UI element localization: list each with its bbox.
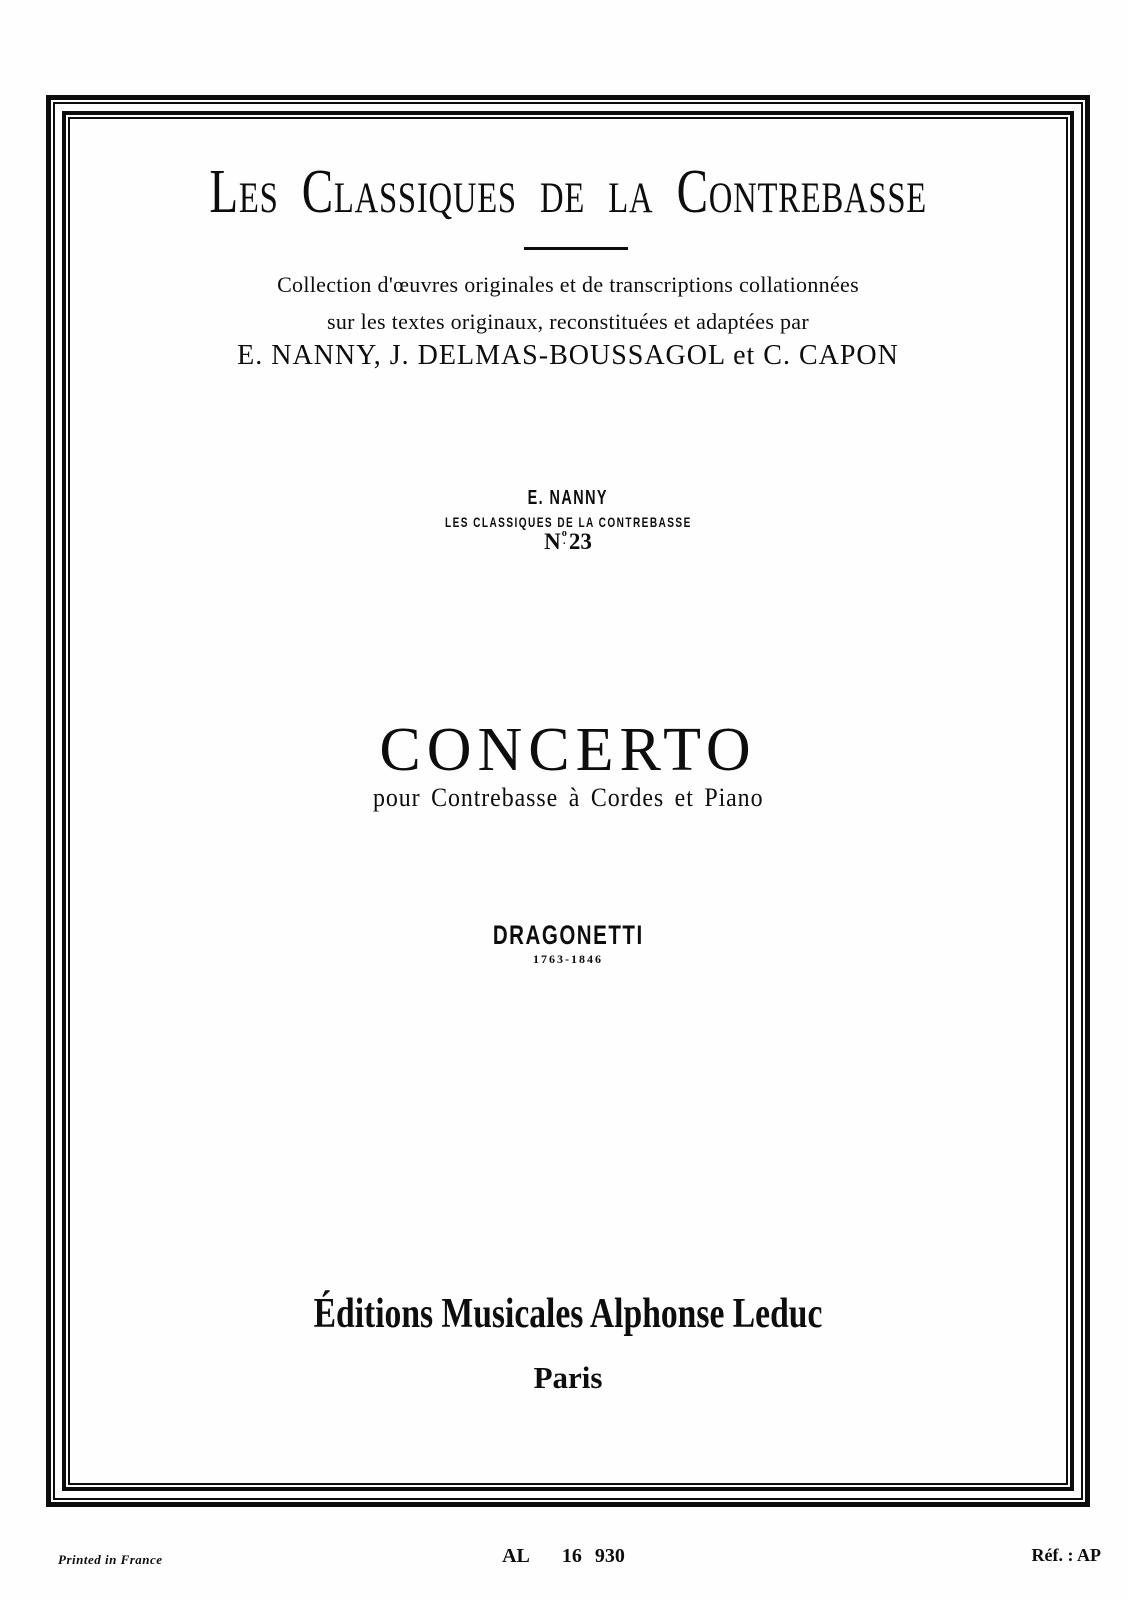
publisher-city: Paris <box>533 1360 603 1395</box>
collection-title <box>70 158 1066 226</box>
series-number-ordinal-letter: o <box>561 528 567 539</box>
composer-name <box>70 922 1066 949</box>
series-number-value: 23 <box>568 529 592 554</box>
series-editor <box>70 488 1066 508</box>
series-number-ordinal-dot: . <box>563 535 566 547</box>
work-title: CONCERTO <box>379 716 757 784</box>
series-editor-text: E. NANNY <box>527 487 609 509</box>
printed-in-france-note: Printed in France <box>58 1552 163 1567</box>
inner-border-frame <box>68 117 1068 1485</box>
plate-number-part1: 16 <box>561 1545 582 1567</box>
collection-editors: E. NANNY, J. DELMAS-BOUSSAGOL et C. CAPON <box>237 340 899 371</box>
series-name-text: LES CLASSIQUES DE LA CONTREBASSE <box>444 514 692 530</box>
work-subtitle-text: pour Contrebasse à Cordes et Piano <box>372 783 764 812</box>
title-divider-rule <box>524 247 628 250</box>
series-number-ordinal <box>562 530 567 546</box>
publisher-name <box>70 1291 1066 1337</box>
series-name <box>70 515 1066 529</box>
collection-description-line1: Collection d'œuvres originales et de transcriptions collationnées <box>277 272 859 297</box>
reference-code: Réf. : AP <box>1031 1545 1101 1565</box>
composer-name-text: DRAGONETTI <box>492 920 644 950</box>
series-number-prefix: N <box>544 529 561 554</box>
work-subtitle <box>70 785 1066 811</box>
composer-dates: 1763-1846 <box>533 952 603 966</box>
publisher-name-text: Éditions Musicales Alphonse Leduc <box>313 1291 823 1337</box>
collection-description-line2: sur les textes originaux, reconstituées et adaptées par <box>326 309 809 334</box>
border-rule-2 <box>53 102 1083 1500</box>
series-number <box>70 530 1066 553</box>
collection-title-text: Les Classiques de la Contrebasse <box>209 158 927 226</box>
plate-number-part2: 930 <box>594 1545 625 1567</box>
plate-number <box>0 1546 1127 1566</box>
outer-border-frame <box>46 95 1090 1507</box>
border-rule-3 <box>62 111 1074 1491</box>
plate-number-prefix: AL <box>502 1545 530 1567</box>
